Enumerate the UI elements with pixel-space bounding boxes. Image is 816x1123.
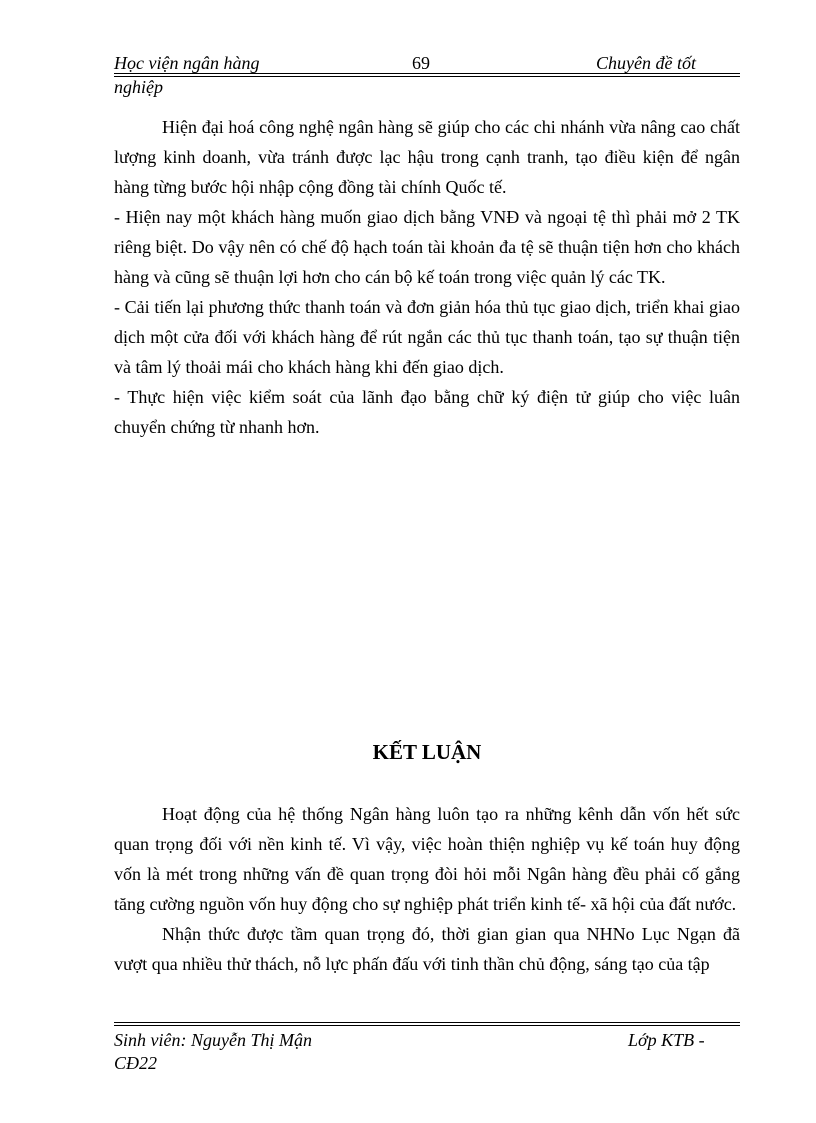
footer-rule-bottom xyxy=(114,1025,740,1026)
paragraph: Nhận thức được tầm quan trọng đó, thời gian gian qua NHNo Lục Ngạn đã vượt qua nhiều thử thách, nỗ lực phấn đấu với tinh thần chủ động, sáng tạo của tập xyxy=(114,924,740,974)
header-institution: Học viện ngân hàng xyxy=(114,53,260,73)
footer-class-continuation: CĐ22 xyxy=(114,1053,158,1073)
section-heading: KẾT LUẬN xyxy=(372,740,482,764)
footer-rule-top xyxy=(114,1022,740,1023)
header-rule-top xyxy=(114,73,740,74)
conclusion-section xyxy=(114,799,740,979)
paragraph: - Hiện nay một khách hàng muốn giao dịch bằng VNĐ và ngoại tệ thì phải mở 2 TK riêng biệt. Do vậy nên có chế độ hạch toán tài khoản đa tệ sẽ thuận tiện hơn cho khách hàng và cũng sẽ thuận lợi hơn cho cán bộ kế toán trong việc quản lý các TK. xyxy=(114,207,740,287)
footer-class: Lớp KTB - xyxy=(628,1030,705,1050)
paragraph: Hoạt động của hệ thống Ngân hàng luôn tạo ra những kênh dẫn vốn hết sức quan trọng đối với nền kinh tế. Vì vậy, việc hoàn thiện nghiệp vụ kế toán huy động vốn là mét trong những vấn đề quan trọng đòi hỏi mỗi Ngân hàng đều phải cố gắng tăng cường nguồn vốn huy động cho sự nghiệp phát triển kinh tế- xã hội của đất nước. xyxy=(114,804,740,914)
header-title: Chuyên đề tốt xyxy=(596,53,696,73)
paragraph: - Thực hiện việc kiểm soát của lãnh đạo bằng chữ ký điện tử giúp cho việc luân chuyển chứng từ nhanh hơn. xyxy=(114,387,740,437)
footer-student: Sinh viên: Nguyễn Thị Mận xyxy=(114,1030,312,1050)
paragraph: - Cải tiến lại phương thức thanh toán và đơn giản hóa thủ tục giao dịch, triển khai giao dịch một cửa đối với khách hàng để rút ngắn các thủ tục thanh toán, tạo sự thuận tiện và tâm lý thoải mái cho khách hàng khi đến giao dịch. xyxy=(114,297,740,377)
page-number: 69 xyxy=(412,53,430,73)
body-section xyxy=(114,112,740,442)
header-title-continuation: nghiệp xyxy=(114,77,163,97)
header-rule-bottom xyxy=(114,76,740,77)
paragraph: Hiện đại hoá công nghệ ngân hàng sẽ giúp cho các chi nhánh vừa nâng cao chất lượng kinh doanh, vừa tránh được lạc hậu trong cạnh tranh, tạo điều kiện để ngân hàng từng bước hội nhập cộng đồng tài chính Quốc tế. xyxy=(114,117,740,197)
